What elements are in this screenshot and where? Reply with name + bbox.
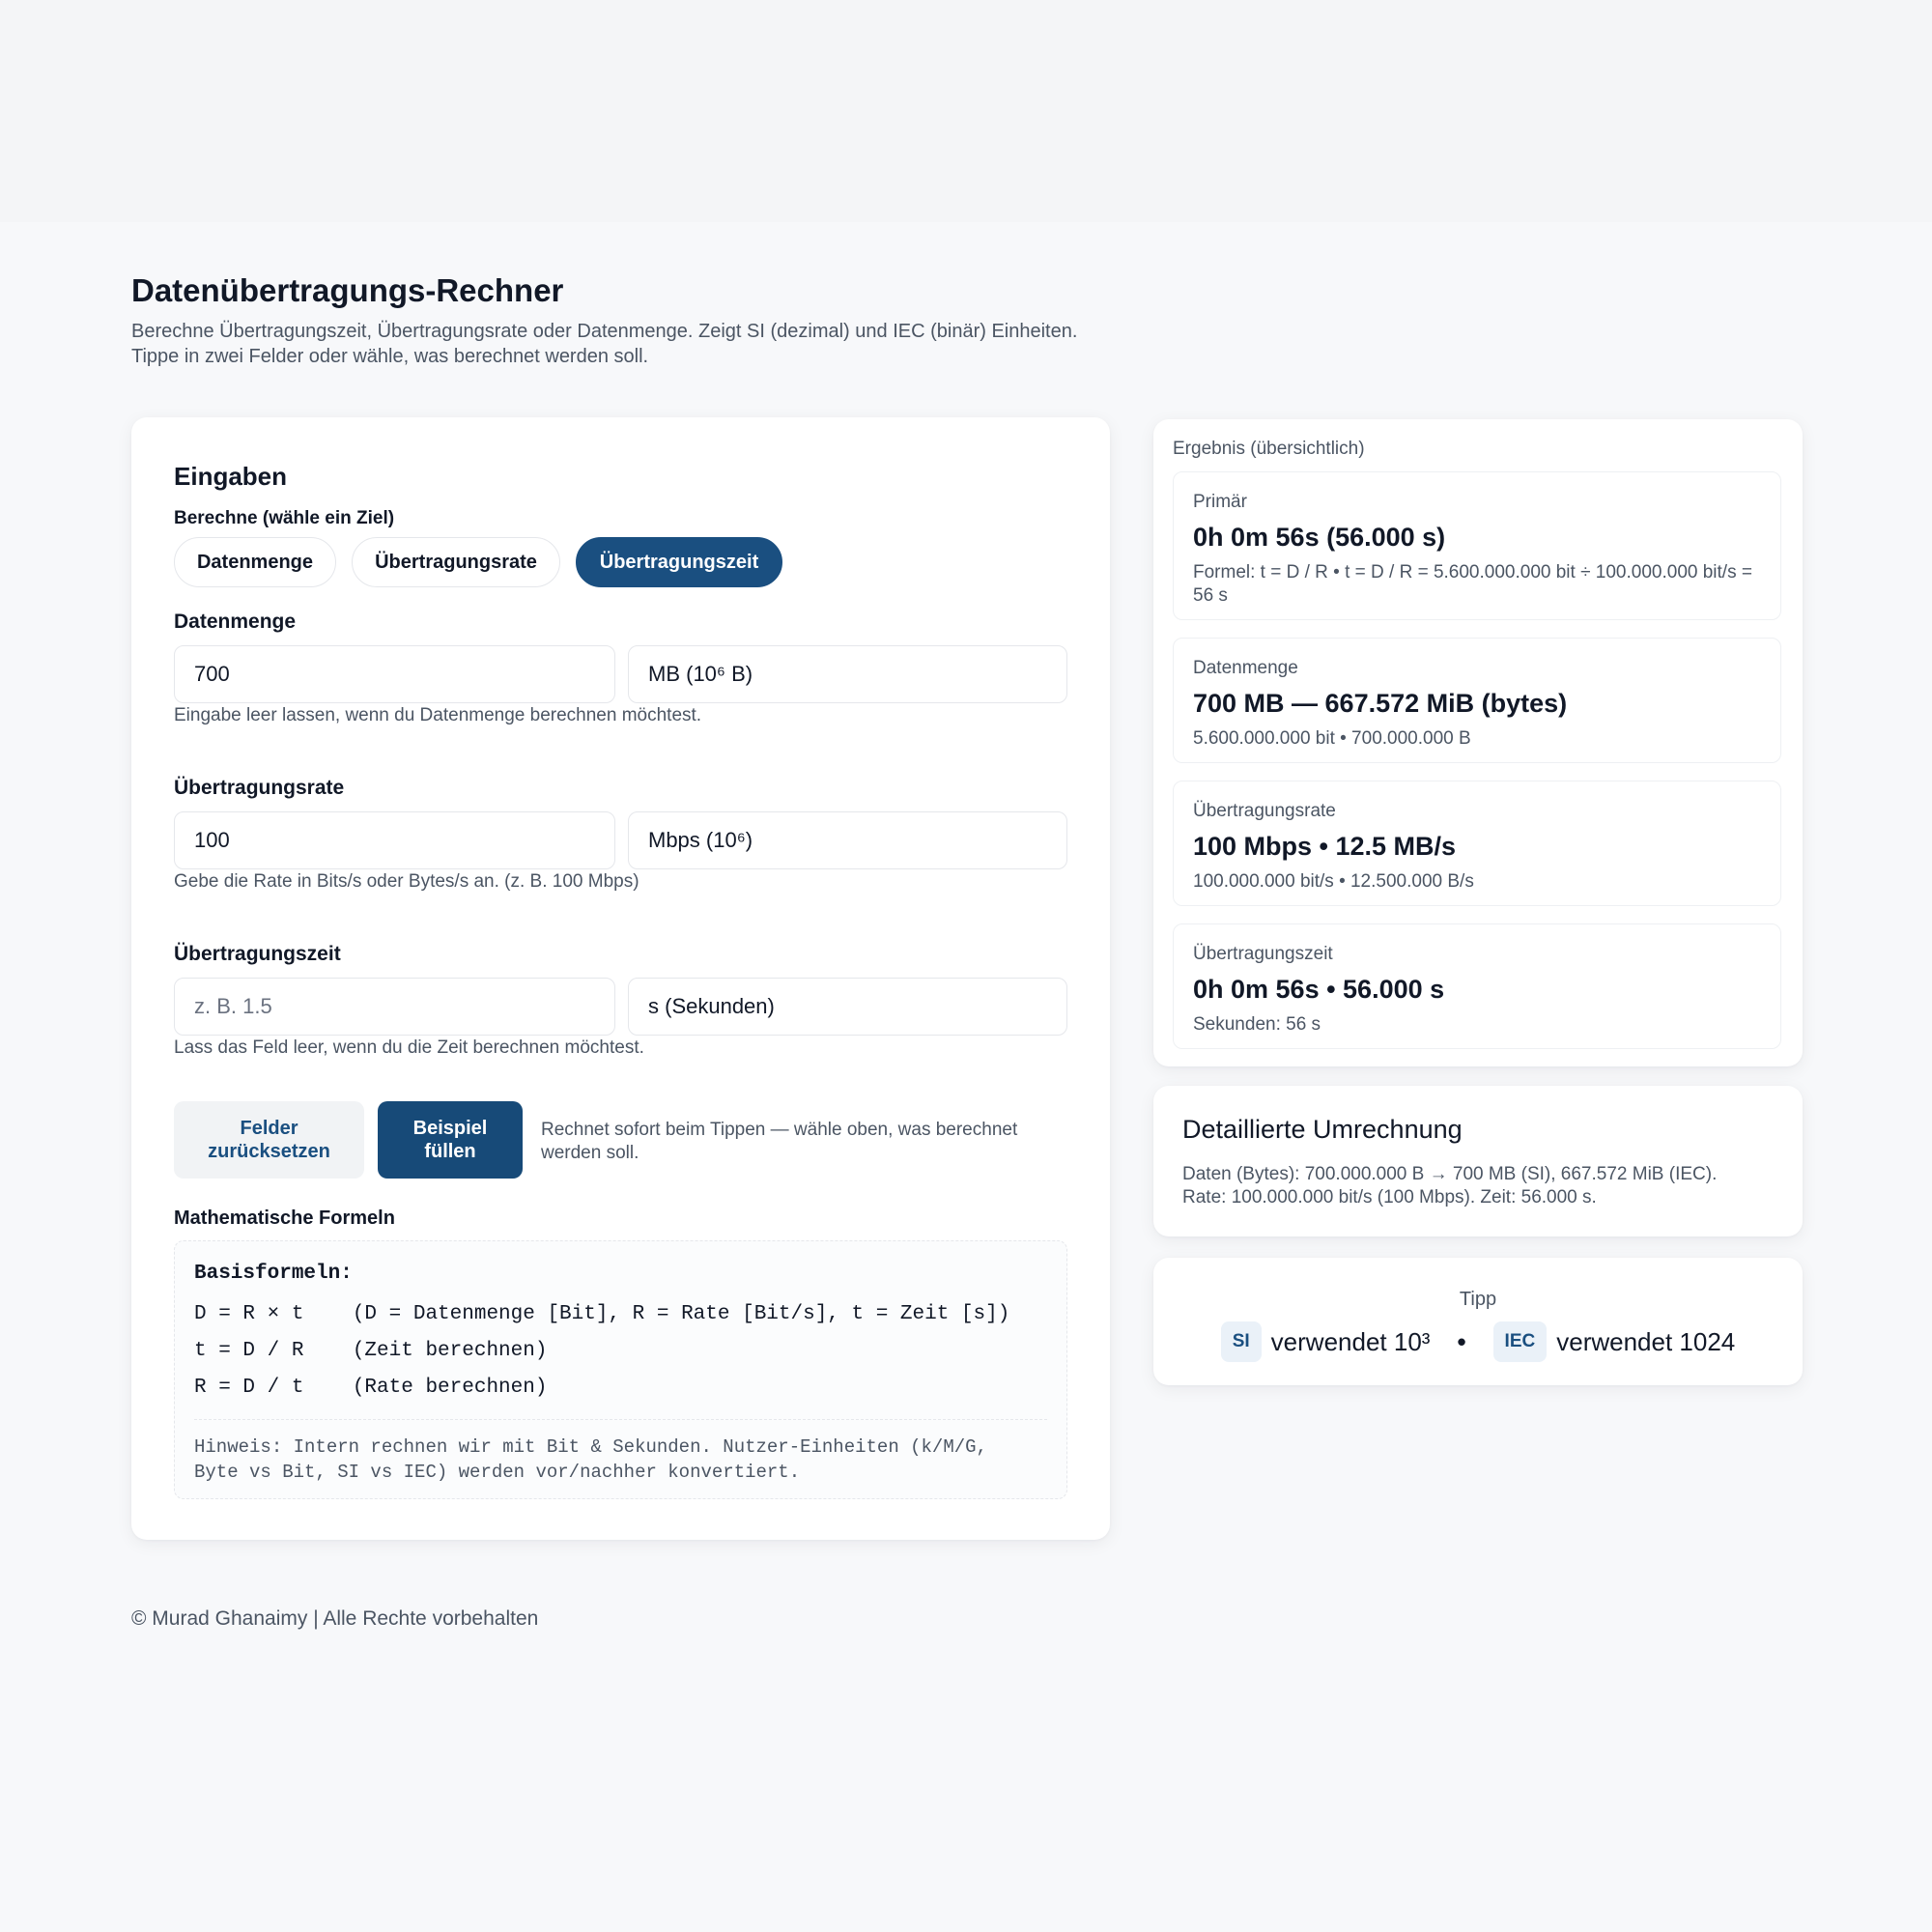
- data-label: Datenmenge: [174, 611, 297, 633]
- formula-note: Hinweis: Intern rechnen wir mit Bit & Sekunden. Nutzer-Einheiten (k/M/G, Byte vs Bit, SI vs IEC) werden vor/nachher konvertiert.: [194, 1436, 987, 1483]
- result-data-value: 700 MB — 667.572 MiB (bytes): [1193, 689, 1568, 718]
- result-rate-caption: Übertragungsrate: [1193, 801, 1336, 821]
- si-text: verwendet 10³: [1270, 1326, 1431, 1356]
- iec-text: verwendet 1024: [1556, 1326, 1736, 1356]
- rate-value-field[interactable]: [174, 811, 615, 869]
- target-uebertragungszeit-button[interactable]: Übertragungszeit: [576, 537, 782, 587]
- rate-unit-value: Mbps (10⁶): [648, 828, 753, 852]
- result-time-value: 0h 0m 56s • 56.000 s: [1193, 975, 1445, 1004]
- time-hint: Lass das Feld leer, wenn du die Zeit berechnen möchtest.: [174, 1037, 644, 1058]
- formula-row: D = R × t (D = Datenmenge [Bit], R = Rate [Bit/s], t = Zeit [s]): [194, 1303, 1010, 1325]
- data-value-input[interactable]: [194, 662, 614, 687]
- conversion-card: [1153, 1086, 1803, 1236]
- reset-label-line-1: Felder: [240, 1118, 298, 1139]
- result-time-detail: Sekunden: 56 s: [1193, 1014, 1321, 1035]
- result-time-caption: Übertragungszeit: [1193, 944, 1333, 964]
- fill-label-line-2: füllen: [424, 1141, 476, 1162]
- result-time: [1173, 923, 1781, 1049]
- rate-label: Übertragungsrate: [174, 777, 345, 799]
- conversion-line-2: Rate: 100.000.000 bit/s (100 Mbps). Zeit: 56.000 s.: [1182, 1187, 1597, 1208]
- formula-box: [174, 1240, 1067, 1499]
- result-primary-detail: Formel: t = D / R • t = D / R = 5.600.000.000 bit ÷ 100.000.000 bit/s = 56 s: [1193, 562, 1752, 606]
- rate-value-input[interactable]: [194, 828, 614, 853]
- conversion-line-1: Daten (Bytes): 700.000.000 B → 700 MB (SI), 667.572 MiB (IEC).: [1182, 1164, 1718, 1184]
- data-value-field[interactable]: [174, 645, 615, 703]
- reset-fields-button[interactable]: [174, 1101, 364, 1179]
- result-data-detail: 5.600.000.000 bit • 700.000.000 B: [1193, 728, 1471, 749]
- fill-label-line-1: Beispiel: [412, 1118, 488, 1139]
- inputs-title: Eingaben: [174, 462, 288, 491]
- time-value-field[interactable]: [174, 978, 615, 1036]
- result-primary: [1173, 471, 1781, 620]
- result-rate-detail: 100.000.000 bit/s • 12.500.000 B/s: [1193, 871, 1474, 892]
- formula-row: t = D / R (Zeit berechnen): [194, 1340, 548, 1362]
- si-badge: SI: [1221, 1321, 1262, 1362]
- tip-card: [1153, 1258, 1803, 1385]
- tip-separator: •: [1457, 1326, 1466, 1356]
- result-title: Ergebnis (übersichtlich): [1173, 439, 1365, 459]
- footer: © Murad Ghanaimy | Alle Rechte vorbehalten: [131, 1607, 539, 1630]
- subtitle-line-1: Berechne Übertragungszeit, Übertragungsrate oder Datenmenge. Zeigt SI (dezimal) und IEC (binär) Einheiten.: [131, 321, 1078, 342]
- result-rate: [1173, 781, 1781, 906]
- page-subtitle: [131, 319, 1291, 369]
- subtitle-line-2: Tippe in zwei Felder oder wähle, was berechnet werden soll.: [131, 346, 649, 367]
- time-value-input[interactable]: [194, 994, 614, 1019]
- conversion-detail: [1182, 1163, 1781, 1209]
- tip-row: [1153, 1321, 1803, 1362]
- result-primary-value: 0h 0m 56s (56.000 s): [1193, 523, 1446, 552]
- result-card: [1153, 419, 1803, 1066]
- reset-label-line-2: zurücksetzen: [208, 1141, 330, 1162]
- target-uebertragungsrate-button[interactable]: Übertragungsrate: [352, 537, 560, 587]
- fill-example-button[interactable]: [378, 1101, 523, 1179]
- iec-badge: IEC: [1493, 1321, 1548, 1362]
- result-rate-value: 100 Mbps • 12.5 MB/s: [1193, 832, 1457, 861]
- auto-calc-note: Rechnet sofort beim Tippen — wähle oben, was berechnet werden soll.: [541, 1120, 1018, 1163]
- conversion-title: Detaillierte Umrechnung: [1182, 1115, 1463, 1144]
- data-hint: Eingabe leer lassen, wenn du Datenmenge berechnen möchtest.: [174, 705, 702, 725]
- formula-heading: Basisformeln:: [194, 1263, 353, 1285]
- result-data: [1173, 638, 1781, 763]
- data-unit-value: MB (10⁶ B): [648, 662, 753, 686]
- data-unit-select[interactable]: [628, 645, 1067, 703]
- rate-hint: Gebe die Rate in Bits/s oder Bytes/s an. (z. B. 100 Mbps): [174, 871, 639, 892]
- formula-row: R = D / t (Rate berechnen): [194, 1377, 548, 1399]
- formulas-title: Mathematische Formeln: [174, 1208, 395, 1229]
- target-datenmenge-button[interactable]: Datenmenge: [174, 537, 336, 587]
- result-data-caption: Datenmenge: [1193, 658, 1298, 678]
- target-label: Berechne (wähle ein Ziel): [174, 508, 395, 528]
- top-band: [0, 0, 1932, 222]
- time-unit-value: s (Sekunden): [648, 994, 775, 1018]
- page-title: Datenübertragungs-Rechner: [131, 272, 564, 308]
- time-label: Übertragungszeit: [174, 943, 341, 965]
- result-primary-caption: Primär: [1193, 492, 1247, 512]
- time-unit-select[interactable]: [628, 978, 1067, 1036]
- formula-divider: [194, 1419, 1047, 1420]
- tip-title: Tipp: [1459, 1289, 1497, 1310]
- rate-unit-select[interactable]: [628, 811, 1067, 869]
- inputs-card: [131, 417, 1110, 1540]
